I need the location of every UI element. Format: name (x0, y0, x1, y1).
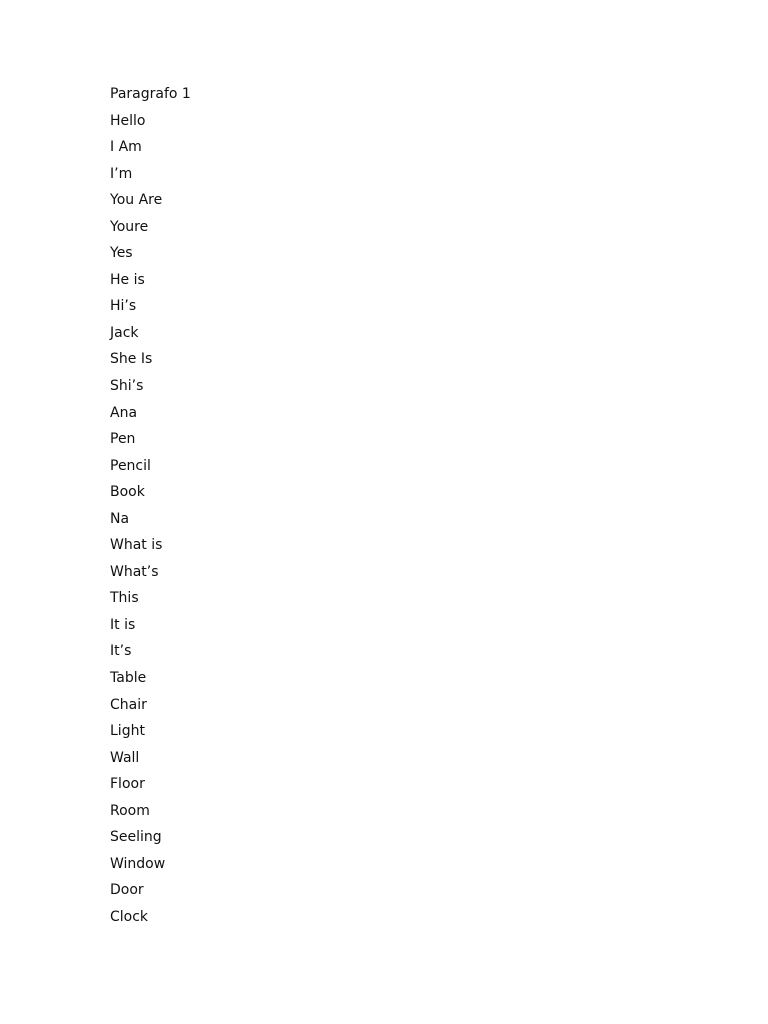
text-line: I Am (110, 139, 142, 156)
text-line: Shi’s (110, 378, 144, 395)
text-line: I’m (110, 165, 133, 182)
text-line: It is (110, 616, 136, 633)
text-lines (110, 81, 191, 931)
text-line: He is (110, 271, 145, 288)
text-line: You Are (110, 192, 163, 209)
text-line: Table (110, 670, 147, 687)
text-line: Clock (110, 908, 149, 925)
heading-line: Paragrafo 1 (110, 86, 191, 102)
text-line: Jack (110, 324, 139, 341)
text-line: Pencil (110, 457, 151, 474)
text-line: This (110, 590, 139, 607)
text-line: What is (110, 537, 163, 554)
text-line: Pen (110, 431, 136, 448)
text-line: Book (110, 484, 145, 501)
text-line: Hello (110, 112, 146, 129)
text-line: Ana (110, 404, 138, 421)
text-line: Window (110, 855, 166, 872)
text-line: Chair (110, 696, 147, 713)
text-line: She Is (110, 351, 153, 368)
text-line: Wall (110, 749, 140, 766)
text-line: Seeling (110, 829, 162, 846)
text-line: Floor (110, 776, 145, 793)
text-line: Room (110, 802, 150, 819)
text-line: It’s (110, 643, 132, 660)
text-line: Na (110, 510, 130, 527)
text-line: Youre (110, 218, 149, 235)
text-line: Door (110, 882, 144, 899)
text-line: Hi’s (110, 298, 137, 315)
text-line: What’s (110, 563, 159, 580)
text-line: Yes (110, 245, 133, 262)
text-line: Light (110, 723, 145, 740)
